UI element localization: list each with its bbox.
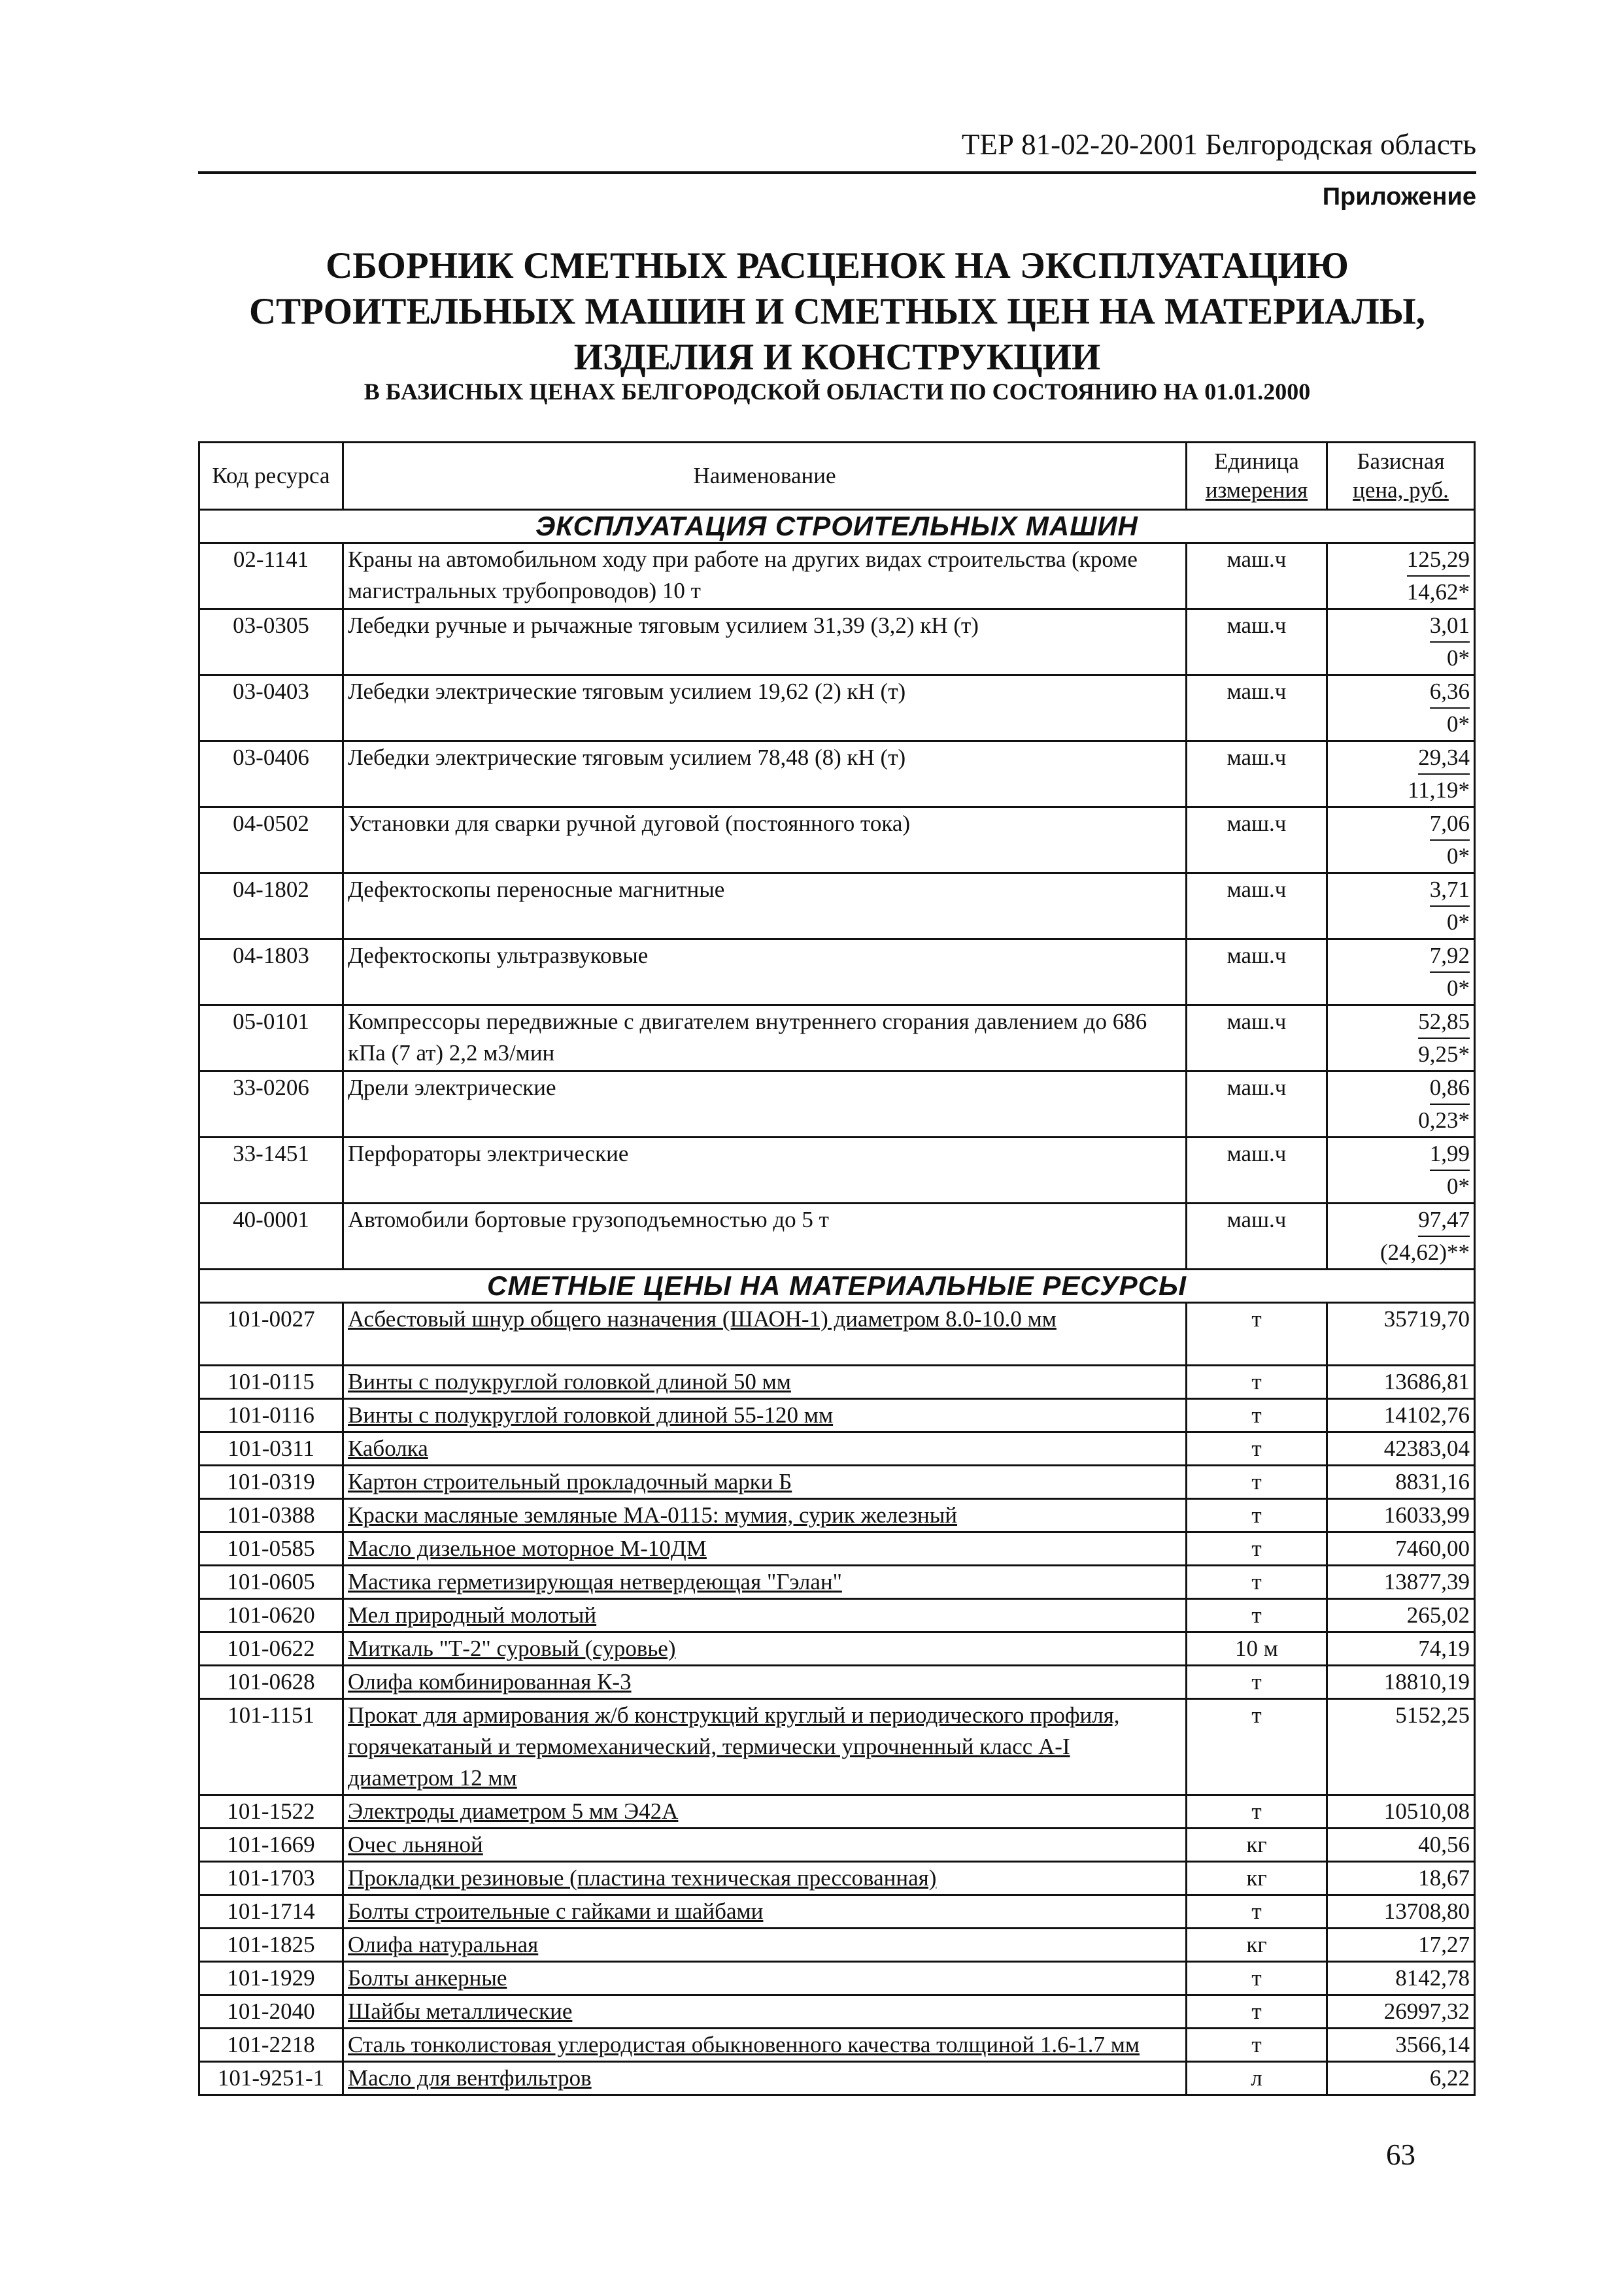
resource-unit: кг <box>1187 1862 1327 1895</box>
resource-price <box>1327 543 1475 609</box>
resource-price <box>1327 807 1475 873</box>
resource-price: 13686,81 <box>1327 1366 1475 1399</box>
resource-code: 101-1825 <box>199 1929 343 1962</box>
resource-price: 13708,80 <box>1327 1895 1475 1929</box>
document-subtitle: В БАЗИСНЫХ ЦЕНАХ БЕЛГОРОДСКОЙ ОБЛАСТИ ПО СОСТОЯНИЮ НА 01.01.2000 <box>364 379 1311 405</box>
resource-name: Олифа комбинированная К-3 <box>343 1666 1187 1699</box>
table-row <box>199 609 1475 675</box>
table-row <box>199 1962 1475 1995</box>
resource-name: Шайбы металлические <box>343 1995 1187 2029</box>
table-row <box>199 675 1475 741</box>
base-price: 7,92 <box>1430 940 1470 973</box>
table-row <box>199 939 1475 1005</box>
resource-name: Винты с полукруглой головкой длиной 50 мм <box>343 1366 1187 1399</box>
document-title <box>198 243 1476 380</box>
base-price: 3,01 <box>1430 610 1470 643</box>
title-line-3: ИЗДЕЛИЯ И КОНСТРУКЦИИ <box>573 337 1101 378</box>
resource-unit: т <box>1187 1962 1327 1995</box>
section-row-materials <box>199 1270 1475 1303</box>
title-line-1: СБОРНИК СМЕТНЫХ РАСЦЕНОК НА ЭКСПЛУАТАЦИЮ <box>326 245 1349 286</box>
resource-unit: маш.ч <box>1187 1071 1327 1138</box>
resource-price <box>1327 609 1475 675</box>
table-row <box>199 1795 1475 1829</box>
resource-code: 101-0319 <box>199 1466 343 1499</box>
resource-price <box>1327 939 1475 1005</box>
resource-name: Компрессоры передвижные с двигателем внутреннего сгорания давлением до 686 кПа (7 ат) 2,2 м3/мин <box>343 1005 1187 1071</box>
table-row <box>199 1204 1475 1270</box>
resource-name: Электроды диаметром 5 мм Э42А <box>343 1795 1187 1829</box>
resource-code: 101-0115 <box>199 1366 343 1399</box>
resource-name: Мел природный молотый <box>343 1599 1187 1632</box>
table-row <box>199 1666 1475 1699</box>
resource-name: Масло дизельное моторное М-10ДМ <box>343 1532 1187 1566</box>
resource-code: 101-2040 <box>199 1995 343 2029</box>
resource-unit: маш.ч <box>1187 741 1327 807</box>
resource-unit: т <box>1187 1366 1327 1399</box>
document-reference: ТЕР 81-02-20-2001 Белгородская область <box>961 128 1476 161</box>
table-row <box>199 1532 1475 1566</box>
resource-price <box>1327 675 1475 741</box>
resource-unit: маш.ч <box>1187 1005 1327 1071</box>
resource-name: Прокат для армирования ж/б конструкций круглый и периодического профиля, горячекатаный и термомеханический, термически упрочненный класс А-I диаметром 12 мм <box>343 1699 1187 1795</box>
resource-unit: т <box>1187 1432 1327 1466</box>
resource-unit: т <box>1187 2029 1327 2062</box>
col-header-price-line1: Базисная <box>1357 448 1445 474</box>
resource-code: 101-2218 <box>199 2029 343 2062</box>
resource-price: 42383,04 <box>1327 1432 1475 1466</box>
base-price: 29,34 <box>1418 742 1470 775</box>
resource-unit: маш.ч <box>1187 543 1327 609</box>
resource-unit: т <box>1187 1399 1327 1432</box>
resource-price: 18810,19 <box>1327 1666 1475 1699</box>
col-header-price-line2: цена, руб. <box>1353 477 1449 503</box>
resource-code: 101-0388 <box>199 1499 343 1532</box>
resource-name: Лебедки электрические тяговым усилием 19,62 (2) кН (т) <box>343 675 1187 741</box>
resource-code: 04-1802 <box>199 873 343 939</box>
resource-price: 35719,70 <box>1327 1303 1475 1366</box>
resource-code: 101-0027 <box>199 1303 343 1366</box>
resource-price: 6,22 <box>1327 2062 1475 2095</box>
resource-code: 101-9251-1 <box>199 2062 343 2095</box>
table-row <box>199 1366 1475 1399</box>
wage-price: 9,25* <box>1418 1041 1470 1067</box>
resource-price: 40,56 <box>1327 1829 1475 1862</box>
resource-price <box>1327 1138 1475 1204</box>
col-header-unit-line1: Единица <box>1214 448 1299 474</box>
resource-name: Асбестовый шнур общего назначения (ШАОН-1) диаметром 8.0-10.0 мм <box>343 1303 1187 1366</box>
wage-price: 0* <box>1447 843 1470 869</box>
resource-unit: маш.ч <box>1187 873 1327 939</box>
resource-unit: т <box>1187 1599 1327 1632</box>
resource-code: 33-0206 <box>199 1071 343 1138</box>
resource-name: Каболка <box>343 1432 1187 1466</box>
resource-unit: маш.ч <box>1187 1138 1327 1204</box>
resource-code: 101-0622 <box>199 1632 343 1666</box>
resource-code: 40-0001 <box>199 1204 343 1270</box>
resource-code: 101-0116 <box>199 1399 343 1432</box>
resource-unit: 10 м <box>1187 1632 1327 1666</box>
appendix-label: Приложение <box>1322 183 1476 211</box>
resource-unit: т <box>1187 1666 1327 1699</box>
resource-price <box>1327 1204 1475 1270</box>
resource-name: Олифа натуральная <box>343 1929 1187 1962</box>
wage-price: 0* <box>1447 1173 1470 1199</box>
table-row <box>199 1599 1475 1632</box>
resource-price: 3566,14 <box>1327 2029 1475 2062</box>
table-row <box>199 1929 1475 1962</box>
page-number: 63 <box>1386 2138 1415 2171</box>
resource-price <box>1327 741 1475 807</box>
resource-code: 03-0305 <box>199 609 343 675</box>
resource-name: Мастика герметизирующая нетвердеющая "Гэлан" <box>343 1566 1187 1599</box>
col-header-price <box>1327 443 1475 510</box>
section-row-machines <box>199 510 1475 543</box>
resource-unit: маш.ч <box>1187 1204 1327 1270</box>
base-price: 7,06 <box>1430 808 1470 841</box>
resource-name: Дрели электрические <box>343 1071 1187 1138</box>
wage-price: 0* <box>1447 909 1470 935</box>
resource-name: Автомобили бортовые грузоподъемностью до 5 т <box>343 1204 1187 1270</box>
resource-unit: л <box>1187 2062 1327 2095</box>
resource-price: 13877,39 <box>1327 1566 1475 1599</box>
base-price: 125,29 <box>1407 544 1470 577</box>
table-row <box>199 1995 1475 2029</box>
table-row <box>199 1432 1475 1466</box>
wage-price: 14,62* <box>1406 579 1470 605</box>
table-row <box>199 873 1475 939</box>
base-price: 97,47 <box>1418 1204 1470 1237</box>
base-price: 52,85 <box>1418 1006 1470 1039</box>
resource-name: Винты с полукруглой головкой длиной 55-120 мм <box>343 1399 1187 1432</box>
section-title-materials: СМЕТНЫЕ ЦЕНЫ НА МАТЕРИАЛЬНЫЕ РЕСУРСЫ <box>199 1270 1475 1303</box>
resource-code: 05-0101 <box>199 1005 343 1071</box>
resource-name: Болты строительные с гайками и шайбами <box>343 1895 1187 1929</box>
table-row <box>199 1466 1475 1499</box>
base-price: 1,99 <box>1430 1138 1470 1171</box>
resource-unit: кг <box>1187 1929 1327 1962</box>
table-row <box>199 2029 1475 2062</box>
resource-name: Дефектоскопы ультразвуковые <box>343 939 1187 1005</box>
resource-unit: маш.ч <box>1187 609 1327 675</box>
resource-name: Сталь тонколистовая углеродистая обыкновенного качества толщиной 1.6-1.7 мм <box>343 2029 1187 2062</box>
resource-name: Лебедки ручные и рычажные тяговым усилием 31,39 (3,2) кН (т) <box>343 609 1187 675</box>
resource-code: 101-0620 <box>199 1599 343 1632</box>
resource-unit: маш.ч <box>1187 675 1327 741</box>
section-title-machines: ЭКСПЛУАТАЦИЯ СТРОИТЕЛЬНЫХ МАШИН <box>199 510 1475 543</box>
title-line-2: СТРОИТЕЛЬНЫХ МАШИН И СМЕТНЫХ ЦЕН НА МАТЕРИАЛЫ, <box>249 291 1425 332</box>
table-row <box>199 807 1475 873</box>
resource-unit: т <box>1187 1532 1327 1566</box>
table-row <box>199 1071 1475 1138</box>
resource-code: 101-1703 <box>199 1862 343 1895</box>
resource-unit: т <box>1187 1466 1327 1499</box>
resource-name: Краски масляные земляные МА-0115: мумия, сурик железный <box>343 1499 1187 1532</box>
resource-code: 03-0403 <box>199 675 343 741</box>
resource-name: Установки для сварки ручной дуговой (постоянного тока) <box>343 807 1187 873</box>
table-row <box>199 1566 1475 1599</box>
base-price: 6,36 <box>1430 676 1470 709</box>
resource-price: 26997,32 <box>1327 1995 1475 2029</box>
resource-name: Болты анкерные <box>343 1962 1187 1995</box>
resource-unit: т <box>1187 1795 1327 1829</box>
resource-code: 101-0311 <box>199 1432 343 1466</box>
resource-name: Масло для вентфильтров <box>343 2062 1187 2095</box>
resource-price: 16033,99 <box>1327 1499 1475 1532</box>
table-row <box>199 543 1475 609</box>
resource-code: 101-1151 <box>199 1699 343 1795</box>
base-price: 0,86 <box>1430 1072 1470 1105</box>
table-row <box>199 741 1475 807</box>
table-row <box>199 1862 1475 1895</box>
table-row <box>199 1499 1475 1532</box>
resource-price: 7460,00 <box>1327 1532 1475 1566</box>
wage-price: 0* <box>1447 711 1470 737</box>
wage-price: (24,62)** <box>1379 1240 1470 1265</box>
table-row <box>199 1005 1475 1071</box>
resource-price: 265,02 <box>1327 1599 1475 1632</box>
resource-code: 04-0502 <box>199 807 343 873</box>
resource-name: Перфораторы электрические <box>343 1138 1187 1204</box>
resource-price <box>1327 873 1475 939</box>
resource-unit: т <box>1187 1699 1327 1795</box>
resource-name: Миткаль "Т-2" суровый (суровье) <box>343 1632 1187 1666</box>
col-header-code: Код ресурса <box>199 443 343 510</box>
table-row <box>199 1399 1475 1432</box>
resource-code: 101-0605 <box>199 1566 343 1599</box>
table-row <box>199 1138 1475 1204</box>
resource-code: 101-0585 <box>199 1532 343 1566</box>
resource-price: 5152,25 <box>1327 1699 1475 1795</box>
resource-price: 18,67 <box>1327 1862 1475 1895</box>
resource-unit: т <box>1187 1499 1327 1532</box>
col-header-unit-line2: измерения <box>1205 477 1308 503</box>
resource-code: 02-1141 <box>199 543 343 609</box>
resource-unit: т <box>1187 1566 1327 1599</box>
resource-unit: т <box>1187 1995 1327 2029</box>
resource-price: 17,27 <box>1327 1929 1475 1962</box>
resource-unit: т <box>1187 1303 1327 1366</box>
resource-name: Лебедки электрические тяговым усилием 78,48 (8) кН (т) <box>343 741 1187 807</box>
resource-name: Картон строительный прокладочный марки Б <box>343 1466 1187 1499</box>
resource-name: Дефектоскопы переносные магнитные <box>343 873 1187 939</box>
header-rule <box>198 171 1476 174</box>
table-header-row <box>199 443 1475 510</box>
resource-unit: маш.ч <box>1187 807 1327 873</box>
wage-price: 11,19* <box>1408 777 1470 803</box>
wage-price: 0* <box>1447 975 1470 1001</box>
resource-code: 03-0406 <box>199 741 343 807</box>
resource-code: 101-1714 <box>199 1895 343 1929</box>
base-price: 3,71 <box>1430 874 1470 907</box>
resource-unit: маш.ч <box>1187 939 1327 1005</box>
resource-code: 101-1929 <box>199 1962 343 1995</box>
resource-code: 101-1522 <box>199 1795 343 1829</box>
resource-price <box>1327 1071 1475 1138</box>
resource-table <box>198 441 1476 2096</box>
table-row <box>199 2062 1475 2095</box>
resource-price: 8831,16 <box>1327 1466 1475 1499</box>
resource-name: Очес льняной <box>343 1829 1187 1862</box>
table-row <box>199 1895 1475 1929</box>
resource-price: 10510,08 <box>1327 1795 1475 1829</box>
col-header-name: Наименование <box>343 443 1187 510</box>
table-row <box>199 1829 1475 1862</box>
col-header-unit <box>1187 443 1327 510</box>
resource-code: 33-1451 <box>199 1138 343 1204</box>
table-row <box>199 1303 1475 1366</box>
resource-unit: т <box>1187 1895 1327 1929</box>
resource-price: 74,19 <box>1327 1632 1475 1666</box>
resource-unit: кг <box>1187 1829 1327 1862</box>
table-row <box>199 1632 1475 1666</box>
resource-code: 101-0628 <box>199 1666 343 1699</box>
resource-price: 8142,78 <box>1327 1962 1475 1995</box>
resource-name: Краны на автомобильном ходу при работе на других видах строительства (кроме магистральных трубопроводов) 10 т <box>343 543 1187 609</box>
resource-price <box>1327 1005 1475 1071</box>
resource-name: Прокладки резиновые (пластина техническая прессованная) <box>343 1862 1187 1895</box>
resource-price: 14102,76 <box>1327 1399 1475 1432</box>
resource-code: 04-1803 <box>199 939 343 1005</box>
resource-code: 101-1669 <box>199 1829 343 1862</box>
table-row <box>199 1699 1475 1795</box>
wage-price: 0,23* <box>1418 1107 1470 1133</box>
wage-price: 0* <box>1447 645 1470 671</box>
